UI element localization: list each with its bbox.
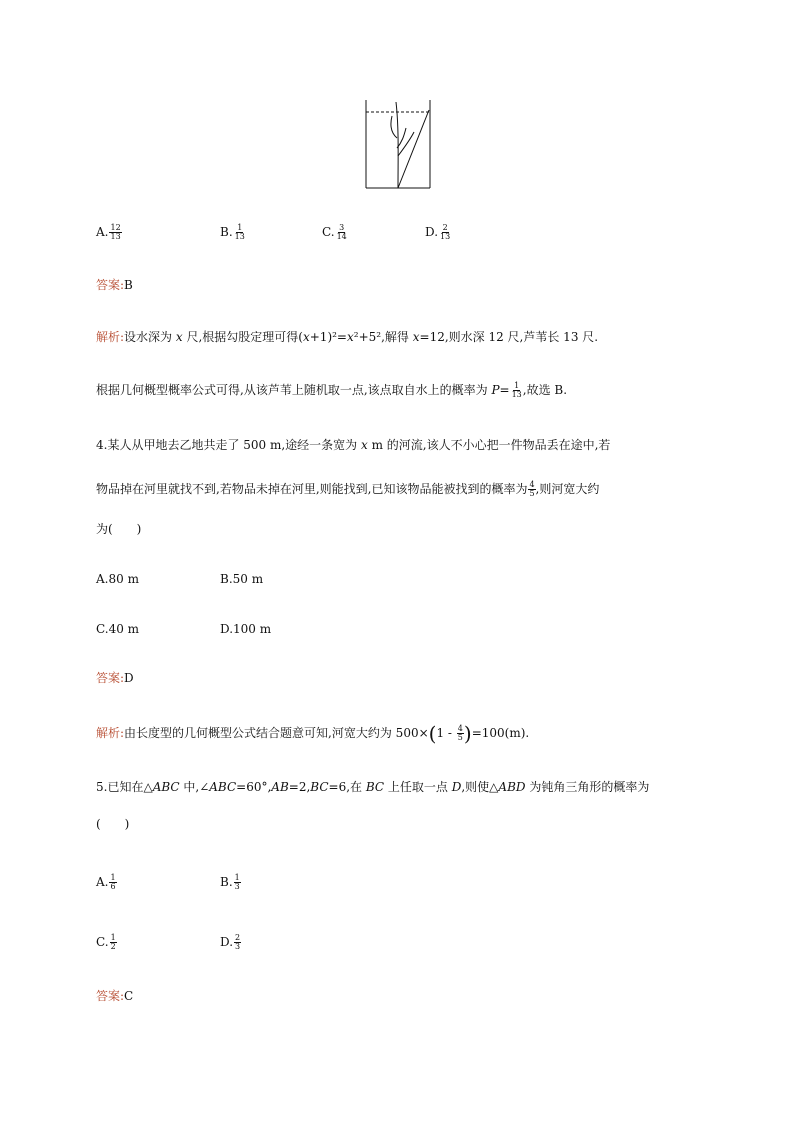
q3-analysis-line-2: 根据几何概型概率公式可得,从该芦苇上随机取一点,该点取自水上的概率为 P= $\frac{1}{13}$ ,故选 B. [96,381,568,399]
answer-value: C [124,989,134,1003]
q3-option-a-fraction: $\frac{12}{13}$ [110,223,121,241]
q3-analysis-fraction: $\frac{1}{13}$ [511,381,522,399]
reed-in-water-figure [360,98,434,190]
q5-option-b: B. $\frac{1}{3}$ [220,873,240,891]
q5-stem-line-1: 5.已知在△ABC 中,∠ABC=60°,AB=2,BC=6,在 BC 上任取一点 D,则使△ABD 为钝角三角形的概率为 [96,780,650,794]
q4-stem-line-1: 4.某人从甲地去乙地共走了 500 m,途经一条宽为 x m 的河流,该人不小心把一件物品丢在途中,若 [96,438,611,452]
q3-option-b-fraction: $\frac{1}{13}$ [234,223,245,241]
q3-option-b: B. $\frac{1}{13}$ [220,223,245,241]
q5-option-d: D. $\frac{2}{3}$ [220,933,241,951]
q5-option-c-fraction: $\frac{1}{2}$ [110,933,116,951]
q5-option-a-fraction: $\frac{1}{6}$ [110,873,116,891]
q5-option-c: C. $\frac{1}{2}$ [96,933,116,951]
q3-option-a: A. $\frac{12}{13}$ [96,223,121,241]
q3-option-d-fraction: $\frac{2}{13}$ [440,223,451,241]
q5-answer [96,988,133,1004]
q4-answer [96,670,134,686]
analysis-label: 解析: [96,726,125,740]
q3-answer [96,277,133,293]
q4-option-b: B.50 m [220,572,264,586]
q3-analysis-line-1: 解析:设水深为 x 尺,根据勾股定理可得(x+1)²=x²+5²,解得 x=12,则水深 12 尺,芦苇长 13 尺. [96,330,599,344]
answer-label: 答案: [96,989,125,1003]
answer-value: D [124,671,134,685]
reed-leaf-right [398,132,414,156]
q3-option-d: D. $\frac{2}{13}$ [425,223,451,241]
q3-option-c: C. $\frac{3}{14}$ [322,223,347,241]
answer-value: B [124,278,133,292]
analysis-label: 解析: [96,330,125,344]
q5-option-d-fraction: $\frac{2}{3}$ [235,933,241,951]
q3-option-c-fraction: $\frac{3}{14}$ [336,223,347,241]
q4-analysis-fraction: $\frac{4}{5}$ [457,724,463,742]
q4-stem-line-3: 为( ) [96,522,142,536]
reed-upright [396,102,398,188]
q5-stem-line-2: ( ) [96,817,130,831]
reed-leaf-left [391,116,397,138]
q5-option-a: A. $\frac{1}{6}$ [96,873,116,891]
q4-analysis: 解析:由长度型的几何概型公式结合题意可知,河宽大约为 500×(1 - $\frac{4}{5}$ )=100(m). [96,721,530,746]
q4-stem-fraction: $\frac{4}{5}$ [529,480,535,498]
q4-option-a: A.80 m [96,572,139,586]
q4-option-d: D.100 m [220,622,272,636]
answer-label: 答案: [96,671,125,685]
q4-stem-line-2: 物品掉在河里就找不到,若物品未掉在河里,则能找到,已知该物品能被找到的概率为 $\frac{4}{5}$ ,则河宽大约 [96,480,600,498]
answer-label: 答案: [96,278,125,292]
q5-option-b-fraction: $\frac{1}{3}$ [234,873,240,891]
q4-option-c: C.40 m [96,622,140,636]
